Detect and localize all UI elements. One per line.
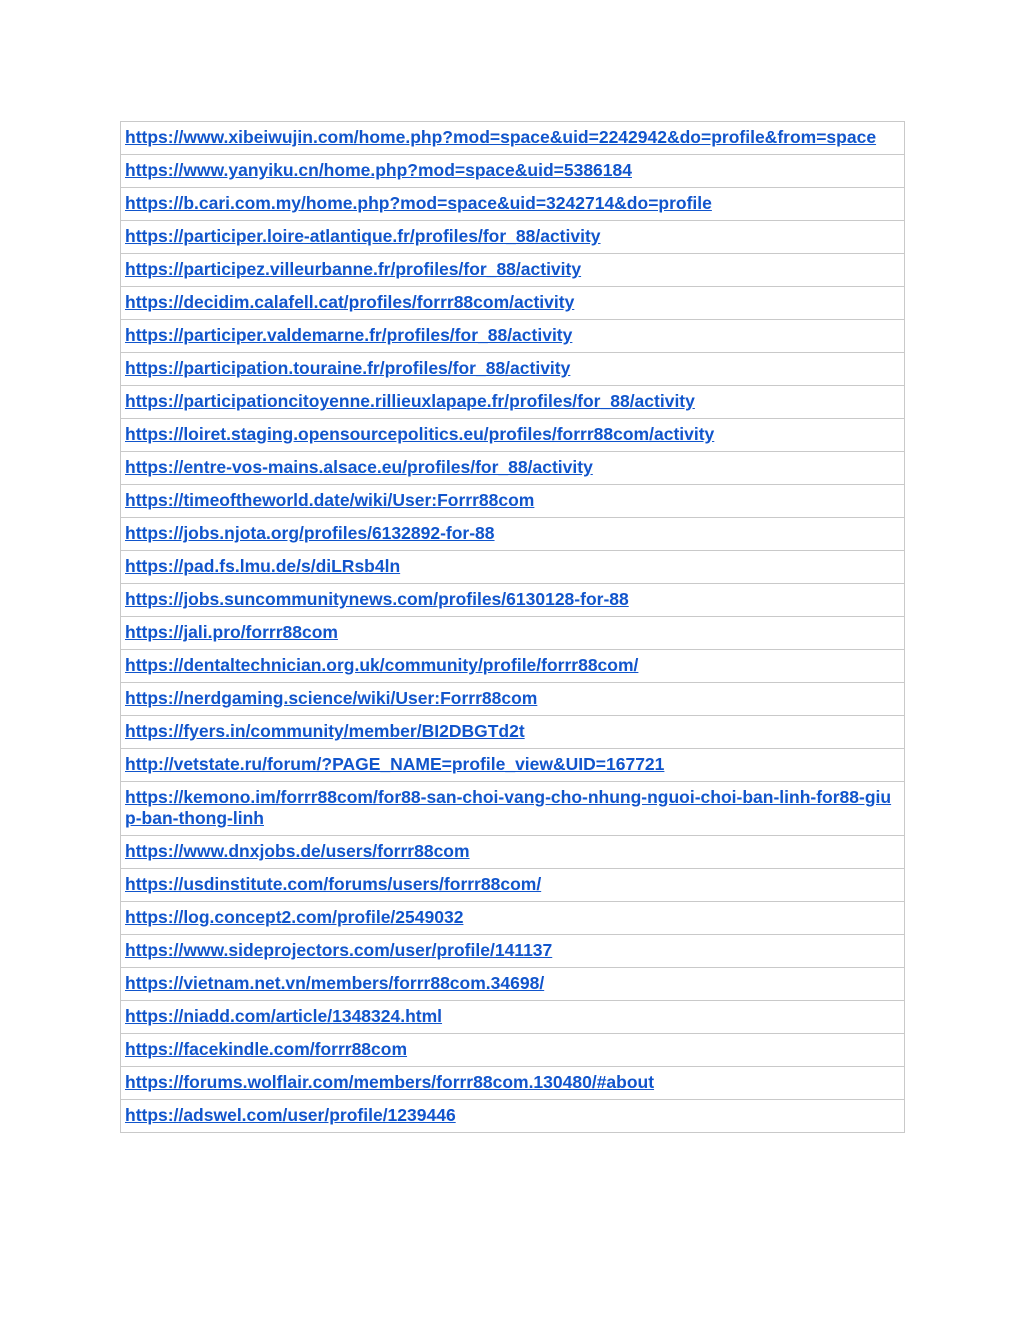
profile-link[interactable]: https://jali.pro/forrr88com — [125, 622, 338, 642]
profile-link[interactable]: https://facekindle.com/forrr88com — [125, 1039, 408, 1059]
profile-link[interactable]: https://b.cari.com.my/home.php?mod=space&uid=3242714&do=profile — [125, 193, 712, 213]
table-row — [121, 935, 905, 968]
profile-link[interactable]: https://adswel.com/user/profile/1239446 — [125, 1105, 456, 1125]
table-row — [121, 683, 905, 716]
profile-link[interactable]: https://jobs.suncommunitynews.com/profiles/6130128-for-88 — [125, 589, 629, 609]
table-row — [121, 518, 905, 551]
profile-link[interactable]: https://jobs.njota.org/profiles/6132892-for-88 — [125, 523, 495, 543]
profile-link[interactable]: https://niadd.com/article/1348324.html — [125, 1006, 443, 1026]
table-cell — [121, 518, 905, 551]
table-row — [121, 782, 905, 836]
table-row — [121, 287, 905, 320]
profile-link[interactable]: https://forums.wolflair.com/members/forrr88com.130480/#about — [125, 1072, 655, 1092]
profile-link[interactable]: http://vetstate.ru/forum/?PAGE_NAME=profile_view&UID=167721 — [125, 754, 665, 774]
table-cell — [121, 584, 905, 617]
table-row — [121, 386, 905, 419]
table-row — [121, 749, 905, 782]
table-row — [121, 419, 905, 452]
table-cell — [121, 869, 905, 902]
table-row — [121, 353, 905, 386]
profile-link[interactable]: https://participez.villeurbanne.fr/profiles/for_88/activity — [125, 259, 582, 279]
table-cell — [121, 935, 905, 968]
profile-link[interactable]: https://vietnam.net.vn/members/forrr88com.34698/ — [125, 973, 545, 993]
table-cell — [121, 749, 905, 782]
profile-link[interactable]: https://entre-vos-mains.alsace.eu/profiles/for_88/activity — [125, 457, 593, 477]
table-row — [121, 902, 905, 935]
table-row — [121, 1001, 905, 1034]
table-row — [121, 320, 905, 353]
profile-link[interactable]: https://pad.fs.lmu.de/s/diLRsb4ln — [125, 556, 401, 576]
table-row — [121, 155, 905, 188]
profile-link[interactable]: https://dentaltechnician.org.uk/community/profile/forrr88com/ — [125, 655, 639, 675]
table-cell — [121, 188, 905, 221]
table-cell — [121, 551, 905, 584]
table-cell — [121, 716, 905, 749]
table-row — [121, 617, 905, 650]
table-cell — [121, 452, 905, 485]
table-row — [121, 1067, 905, 1100]
profile-link[interactable]: https://decidim.calafell.cat/profiles/forrr88com/activity — [125, 292, 575, 312]
table-row — [121, 452, 905, 485]
table-cell — [121, 287, 905, 320]
table-cell — [121, 122, 905, 155]
table-cell — [121, 968, 905, 1001]
table-cell — [121, 155, 905, 188]
table-row — [121, 1100, 905, 1133]
table-row — [121, 221, 905, 254]
table-cell — [121, 782, 905, 836]
profile-link[interactable]: https://timeoftheworld.date/wiki/User:Forrr88com — [125, 490, 535, 510]
table-cell — [121, 221, 905, 254]
table-cell — [121, 617, 905, 650]
table-row — [121, 716, 905, 749]
table-row — [121, 650, 905, 683]
profile-link[interactable]: https://www.xibeiwujin.com/home.php?mod=space&uid=2242942&do=profile&from=space — [125, 127, 877, 147]
table-row — [121, 1034, 905, 1067]
table-row — [121, 122, 905, 155]
profile-link[interactable]: https://participer.loire-atlantique.fr/profiles/for_88/activity — [125, 226, 601, 246]
table-row — [121, 254, 905, 287]
profile-link[interactable]: https://kemono.im/forrr88com/for88-san-choi-vang-cho-nhung-nguoi-choi-ban-linh-for88-giup-ban-thong-linh — [125, 787, 892, 828]
table-row — [121, 188, 905, 221]
table-cell — [121, 386, 905, 419]
profile-link[interactable]: https://www.sideprojectors.com/user/profile/141137 — [125, 940, 553, 960]
profile-link[interactable]: https://participer.valdemarne.fr/profiles/for_88/activity — [125, 325, 573, 345]
profile-link[interactable]: https://www.dnxjobs.de/users/forrr88com — [125, 841, 470, 861]
table-cell — [121, 1067, 905, 1100]
table-cell — [121, 1001, 905, 1034]
table-cell — [121, 320, 905, 353]
table-row — [121, 551, 905, 584]
profile-link[interactable]: https://loiret.staging.opensourcepolitics.eu/profiles/forrr88com/activity — [125, 424, 715, 444]
links-table-body — [121, 122, 905, 1133]
table-row — [121, 485, 905, 518]
table-cell — [121, 485, 905, 518]
table-row — [121, 968, 905, 1001]
table-cell — [121, 1034, 905, 1067]
table-cell — [121, 650, 905, 683]
table-cell — [121, 683, 905, 716]
links-table — [120, 121, 905, 1133]
profile-link[interactable]: https://participation.touraine.fr/profiles/for_88/activity — [125, 358, 571, 378]
profile-link[interactable]: https://participationcitoyenne.rillieuxlapape.fr/profiles/for_88/activity — [125, 391, 695, 411]
table-cell — [121, 419, 905, 452]
table-cell — [121, 1100, 905, 1133]
table-row — [121, 836, 905, 869]
table-cell — [121, 353, 905, 386]
table-cell — [121, 254, 905, 287]
table-cell — [121, 902, 905, 935]
profile-link[interactable]: https://www.yanyiku.cn/home.php?mod=space&uid=5386184 — [125, 160, 632, 180]
table-cell — [121, 836, 905, 869]
profile-link[interactable]: https://nerdgaming.science/wiki/User:Forrr88com — [125, 688, 538, 708]
profile-link[interactable]: https://fyers.in/community/member/BI2DBGTd2t — [125, 721, 525, 741]
table-row — [121, 869, 905, 902]
profile-link[interactable]: https://log.concept2.com/profile/2549032 — [125, 907, 464, 927]
table-row — [121, 584, 905, 617]
profile-link[interactable]: https://usdinstitute.com/forums/users/forrr88com/ — [125, 874, 542, 894]
